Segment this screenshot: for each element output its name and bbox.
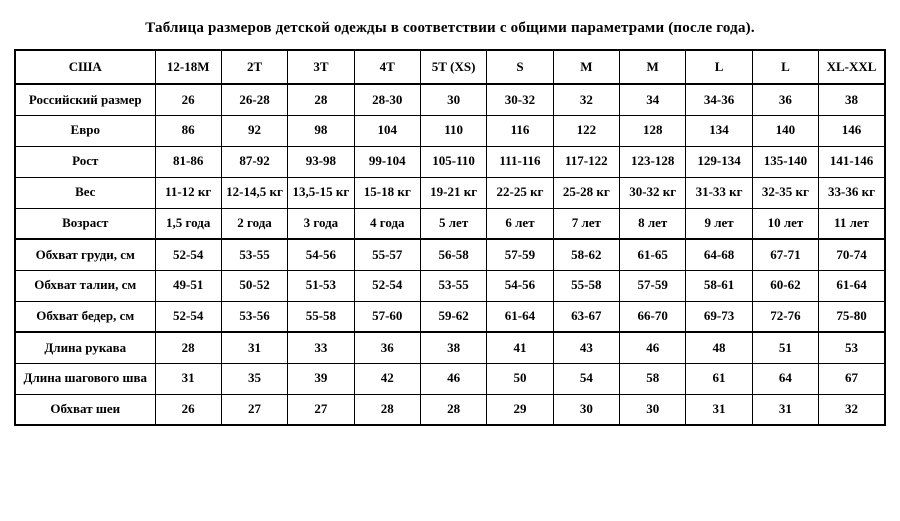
- data-cell: 140: [752, 115, 818, 146]
- row-label: Вес: [15, 177, 155, 208]
- data-cell: 28: [420, 394, 486, 425]
- data-cell: 146: [819, 115, 885, 146]
- header-cell: 3Т: [288, 50, 354, 84]
- data-cell: 66-70: [620, 301, 686, 332]
- data-cell: 61: [686, 363, 752, 394]
- data-cell: 42: [354, 363, 420, 394]
- data-cell: 33: [288, 332, 354, 363]
- data-cell: 64-68: [686, 239, 752, 270]
- data-cell: 31-33 кг: [686, 177, 752, 208]
- data-cell: 15-18 кг: [354, 177, 420, 208]
- page-title: Таблица размеров детской одежды в соответствии с общими параметрами (после года).: [145, 20, 755, 36]
- data-cell: 72-76: [752, 301, 818, 332]
- data-cell: 26-28: [221, 84, 287, 115]
- data-cell: 36: [354, 332, 420, 363]
- data-cell: 7 лет: [553, 208, 619, 239]
- data-cell: 10 лет: [752, 208, 818, 239]
- data-cell: 1,5 года: [155, 208, 221, 239]
- data-cell: 58: [620, 363, 686, 394]
- data-cell: 70-74: [819, 239, 885, 270]
- header-cell: L: [686, 50, 752, 84]
- data-cell: 57-59: [620, 270, 686, 301]
- data-cell: 141-146: [819, 146, 885, 177]
- table-row: [15, 115, 885, 146]
- data-cell: 53-55: [221, 239, 287, 270]
- data-cell: 55-58: [288, 301, 354, 332]
- data-cell: 92: [221, 115, 287, 146]
- table-row: [15, 332, 885, 363]
- table-row: [15, 394, 885, 425]
- data-cell: 13,5-15 кг: [288, 177, 354, 208]
- size-table: [14, 49, 886, 426]
- data-cell: 51: [752, 332, 818, 363]
- data-cell: 50: [487, 363, 553, 394]
- data-cell: 30-32: [487, 84, 553, 115]
- data-cell: 128: [620, 115, 686, 146]
- data-cell: 93-98: [288, 146, 354, 177]
- data-cell: 64: [752, 363, 818, 394]
- data-cell: 46: [420, 363, 486, 394]
- data-cell: 9 лет: [686, 208, 752, 239]
- data-cell: 29: [487, 394, 553, 425]
- data-cell: 81-86: [155, 146, 221, 177]
- header-cell: 4Т: [354, 50, 420, 84]
- data-cell: 56-58: [420, 239, 486, 270]
- data-cell: 52-54: [155, 239, 221, 270]
- data-cell: 123-128: [620, 146, 686, 177]
- data-cell: 55-57: [354, 239, 420, 270]
- data-cell: 53: [819, 332, 885, 363]
- data-cell: 30: [620, 394, 686, 425]
- data-cell: 30-32 кг: [620, 177, 686, 208]
- header-cell: М: [620, 50, 686, 84]
- data-cell: 22-25 кг: [487, 177, 553, 208]
- data-cell: 53-55: [420, 270, 486, 301]
- table-row: [15, 239, 885, 270]
- data-cell: 31: [752, 394, 818, 425]
- data-cell: 8 лет: [620, 208, 686, 239]
- data-cell: 134: [686, 115, 752, 146]
- data-cell: 28-30: [354, 84, 420, 115]
- data-cell: 57-59: [487, 239, 553, 270]
- data-cell: 28: [354, 394, 420, 425]
- data-cell: 26: [155, 394, 221, 425]
- row-label: Евро: [15, 115, 155, 146]
- row-label: Обхват бедер, см: [15, 301, 155, 332]
- data-cell: 122: [553, 115, 619, 146]
- table-row: [15, 177, 885, 208]
- data-cell: 27: [288, 394, 354, 425]
- data-cell: 67: [819, 363, 885, 394]
- data-cell: 26: [155, 84, 221, 115]
- table-row: [15, 208, 885, 239]
- data-cell: 28: [155, 332, 221, 363]
- data-cell: 54-56: [487, 270, 553, 301]
- data-cell: 52-54: [155, 301, 221, 332]
- data-cell: 54-56: [288, 239, 354, 270]
- data-cell: 117-122: [553, 146, 619, 177]
- data-cell: 30: [553, 394, 619, 425]
- data-cell: 32: [819, 394, 885, 425]
- row-label: Длина рукава: [15, 332, 155, 363]
- data-cell: 63-67: [553, 301, 619, 332]
- data-cell: 98: [288, 115, 354, 146]
- data-cell: 50-52: [221, 270, 287, 301]
- header-row: [15, 50, 885, 84]
- data-cell: 36: [752, 84, 818, 115]
- header-cell: 2Т: [221, 50, 287, 84]
- header-cell-label-column: США: [15, 50, 155, 84]
- data-cell: 129-134: [686, 146, 752, 177]
- data-cell: 67-71: [752, 239, 818, 270]
- data-cell: 12-14,5 кг: [221, 177, 287, 208]
- row-label: Обхват шеи: [15, 394, 155, 425]
- data-cell: 11 лет: [819, 208, 885, 239]
- header-cell: XL-XXL: [819, 50, 885, 84]
- data-cell: 51-53: [288, 270, 354, 301]
- data-cell: 28: [288, 84, 354, 115]
- data-cell: 99-104: [354, 146, 420, 177]
- data-cell: 30: [420, 84, 486, 115]
- data-cell: 5 лет: [420, 208, 486, 239]
- data-cell: 38: [420, 332, 486, 363]
- data-cell: 55-58: [553, 270, 619, 301]
- data-cell: 34: [620, 84, 686, 115]
- data-cell: 58-62: [553, 239, 619, 270]
- row-label: Российский размер: [15, 84, 155, 115]
- data-cell: 33-36 кг: [819, 177, 885, 208]
- data-cell: 49-51: [155, 270, 221, 301]
- table-row: [15, 84, 885, 115]
- data-cell: 104: [354, 115, 420, 146]
- data-cell: 105-110: [420, 146, 486, 177]
- row-label: Рост: [15, 146, 155, 177]
- data-cell: 43: [553, 332, 619, 363]
- data-cell: 61-65: [620, 239, 686, 270]
- data-cell: 32: [553, 84, 619, 115]
- data-cell: 32-35 кг: [752, 177, 818, 208]
- data-cell: 69-73: [686, 301, 752, 332]
- data-cell: 86: [155, 115, 221, 146]
- data-cell: 4 года: [354, 208, 420, 239]
- data-cell: 3 года: [288, 208, 354, 239]
- data-cell: 116: [487, 115, 553, 146]
- data-cell: 54: [553, 363, 619, 394]
- data-cell: 41: [487, 332, 553, 363]
- table-row: [15, 363, 885, 394]
- header-cell: S: [487, 50, 553, 84]
- data-cell: 27: [221, 394, 287, 425]
- header-cell: 12-18М: [155, 50, 221, 84]
- header-cell: 5Т (XS): [420, 50, 486, 84]
- header-cell: L: [752, 50, 818, 84]
- data-cell: 75-80: [819, 301, 885, 332]
- data-cell: 57-60: [354, 301, 420, 332]
- table-row: [15, 301, 885, 332]
- row-label: Обхват груди, см: [15, 239, 155, 270]
- data-cell: 52-54: [354, 270, 420, 301]
- data-cell: 61-64: [487, 301, 553, 332]
- data-cell: 46: [620, 332, 686, 363]
- row-label: Длина шагового шва: [15, 363, 155, 394]
- data-cell: 58-61: [686, 270, 752, 301]
- data-cell: 110: [420, 115, 486, 146]
- data-cell: 60-62: [752, 270, 818, 301]
- data-cell: 87-92: [221, 146, 287, 177]
- table-row: [15, 146, 885, 177]
- data-cell: 6 лет: [487, 208, 553, 239]
- data-cell: 111-116: [487, 146, 553, 177]
- data-cell: 35: [221, 363, 287, 394]
- data-cell: 19-21 кг: [420, 177, 486, 208]
- data-cell: 25-28 кг: [553, 177, 619, 208]
- data-cell: 31: [686, 394, 752, 425]
- data-cell: 2 года: [221, 208, 287, 239]
- data-cell: 31: [221, 332, 287, 363]
- data-cell: 53-56: [221, 301, 287, 332]
- data-cell: 59-62: [420, 301, 486, 332]
- data-cell: 39: [288, 363, 354, 394]
- data-cell: 38: [819, 84, 885, 115]
- data-cell: 61-64: [819, 270, 885, 301]
- header-cell: М: [553, 50, 619, 84]
- data-cell: 48: [686, 332, 752, 363]
- data-cell: 34-36: [686, 84, 752, 115]
- row-label: Возраст: [15, 208, 155, 239]
- data-cell: 11-12 кг: [155, 177, 221, 208]
- table-row: [15, 270, 885, 301]
- row-label: Обхват талии, см: [15, 270, 155, 301]
- data-cell: 135-140: [752, 146, 818, 177]
- data-cell: 31: [155, 363, 221, 394]
